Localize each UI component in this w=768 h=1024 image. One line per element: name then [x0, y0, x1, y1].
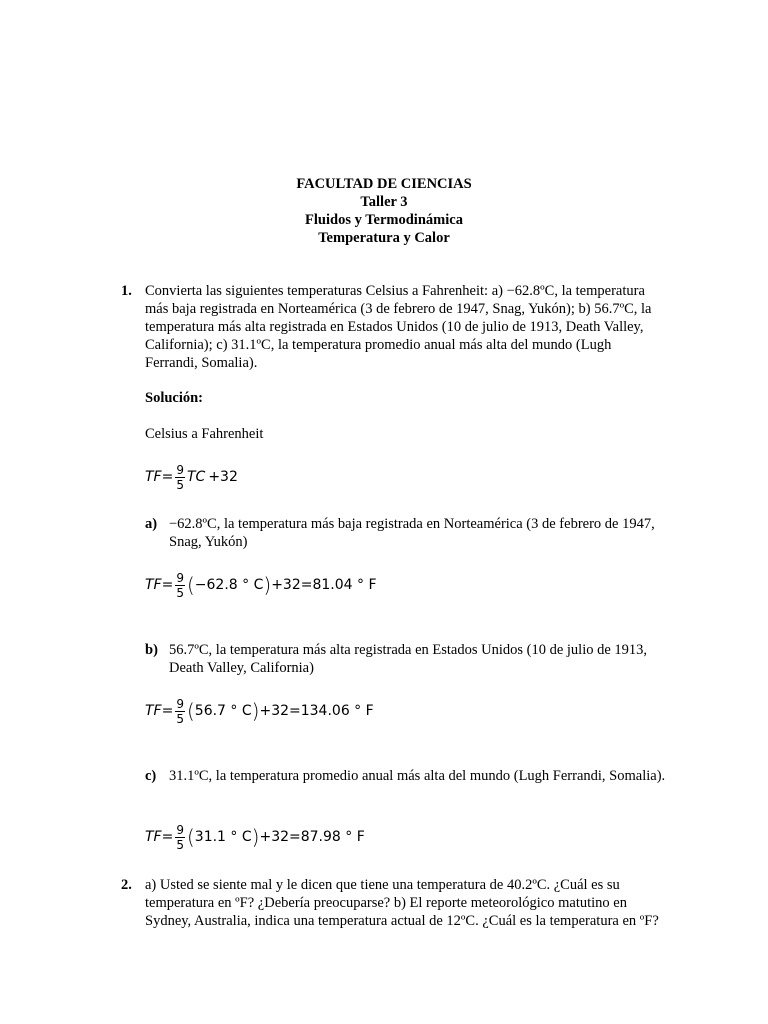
fraction	[175, 697, 185, 726]
fraction-denominator: 5	[176, 837, 184, 852]
formula-variable: TC	[186, 469, 206, 485]
close-paren: )	[251, 825, 260, 849]
part-text: 31.1ºC, la temperatura promedio anual más alta del mundo (Lugh Ferrandi, Somalia).	[169, 768, 666, 784]
open-paren: (	[186, 573, 195, 597]
question-number: 2.	[121, 877, 132, 893]
part-label: a)	[145, 516, 158, 532]
document-header	[0, 175, 768, 247]
question-2	[121, 876, 666, 930]
part-label: c)	[145, 768, 157, 784]
part-text: 56.7ºC, la temperatura más alta registrada en Estados Unidos (10 de julio de 1913, Death Valley, California)	[169, 642, 648, 676]
part-b	[145, 641, 670, 677]
formula-part-c	[145, 819, 365, 855]
fraction-numerator: 9	[176, 570, 184, 585]
formula-inner: 56.7 ° C	[194, 703, 252, 719]
fraction-denominator: 5	[176, 711, 184, 726]
fraction	[175, 571, 185, 600]
formula-lhs: TF	[145, 829, 162, 845]
formula-lhs: TF	[145, 703, 162, 719]
question-text: a) Usted se siente mal y le dicen que tiene una temperatura de 40.2ºC. ¿Cuál es su temperatura en ºF? ¿Debería preocuparse? b) El reporte meteorológico matutino en Sydney, Australia, indica una temperatura actual de 12ºC. ¿Cuál es la temperatura en ºF?	[145, 877, 659, 929]
formula-equals: =	[161, 829, 174, 845]
formula-result: +32=81.04 ° F	[271, 577, 377, 593]
fraction-numerator: 9	[176, 822, 184, 837]
part-label: b)	[145, 642, 158, 658]
formula-part-b	[145, 693, 374, 729]
question-1	[121, 282, 666, 372]
formula-equals: =	[161, 703, 174, 719]
method-label: Celsius a Fahrenheit	[145, 426, 264, 442]
formula-lhs: TF	[145, 577, 162, 593]
formula-equals: =	[161, 469, 174, 485]
topic-title: Temperatura y Calor	[318, 230, 450, 246]
formula-result: +32=134.06 ° F	[259, 703, 374, 719]
fraction-denominator: 5	[176, 585, 184, 600]
part-a	[145, 515, 670, 551]
part-c	[145, 767, 670, 785]
formula-inner: 31.1 ° C	[194, 829, 252, 845]
fraction	[175, 463, 185, 492]
fraction	[175, 823, 185, 852]
solution-label: Solución:	[145, 390, 204, 406]
question-text: Convierta las siguientes temperaturas Celsius a Fahrenheit: a) −62.8ºC, la temperatura más baja registrada en Norteamérica (3 de febrero de 1947, Snag, Yukón); b) 56.7ºC, la temperatura más alta registrada en Estados Unidos (10 de julio de 1913, Death Valley, California); c) 31.1ºC, la temperatura promedio anual más alta del mundo (Lugh Ferrandi, Somalia).	[145, 283, 652, 371]
formula-tail: +32	[208, 469, 238, 485]
fraction-denominator: 5	[176, 477, 184, 492]
fraction-numerator: 9	[176, 462, 184, 477]
open-paren: (	[186, 699, 195, 723]
question-number: 1.	[121, 283, 132, 299]
faculty-title: FACULTAD DE CIENCIAS	[296, 176, 472, 192]
formula-part-a	[145, 567, 377, 603]
open-paren: (	[186, 825, 195, 849]
formula-lhs: TF	[145, 469, 162, 485]
course-name: Fluidos y Termodinámica	[305, 212, 463, 228]
workshop-number: Taller 3	[360, 194, 408, 210]
general-formula	[145, 459, 238, 495]
fraction-numerator: 9	[176, 696, 184, 711]
formula-inner: −62.8 ° C	[194, 577, 264, 593]
close-paren: )	[251, 699, 260, 723]
part-text: −62.8ºC, la temperatura más baja registrada en Norteamérica (3 de febrero de 1947, Snag, Yukón)	[169, 516, 655, 550]
formula-equals: =	[161, 577, 174, 593]
formula-result: +32=87.98 ° F	[259, 829, 365, 845]
close-paren: )	[263, 573, 272, 597]
